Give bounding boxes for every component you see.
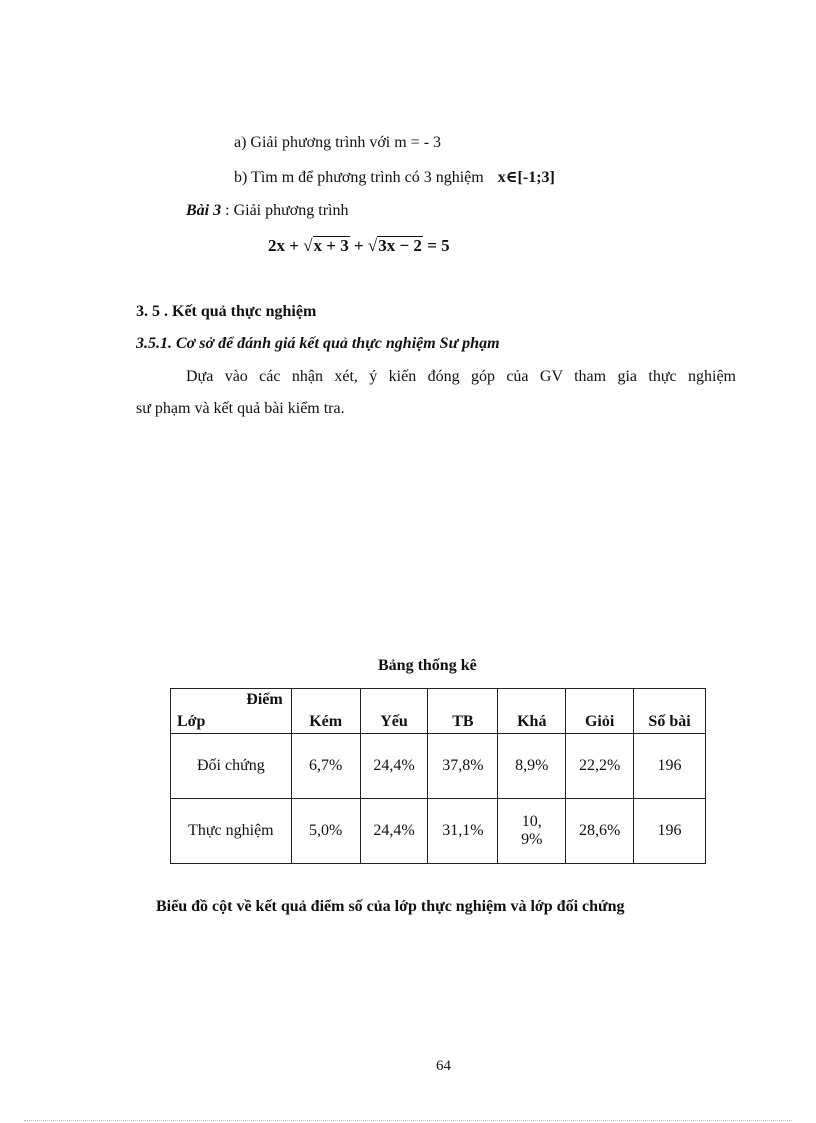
table-cell: 28,6%: [566, 799, 634, 864]
section-subheading: 3.5.1. Cơ sở để đánh giá kết quả thực nghiệm Sư phạm: [136, 335, 500, 352]
table-header-row: [171, 689, 706, 734]
exercise-item-b-text: b) Tìm m để phương trình có 3 nghiệm: [234, 169, 484, 186]
paragraph-line2: sư phạm và kết quả bài kiểm tra.: [136, 400, 345, 417]
header-gioi: Giỏi: [566, 689, 634, 734]
bai3-line: [186, 202, 348, 220]
table-cell: [498, 799, 566, 864]
header-kem: Kém: [291, 689, 360, 734]
table-cell: 22,2%: [566, 734, 634, 799]
header-so-bai: Số bài: [634, 689, 706, 734]
table-row: [171, 734, 706, 799]
paragraph-line1: Dựa vào các nhận xét, ý kiến đóng góp của GV tham gia thực nghiệm: [186, 368, 736, 385]
table-cell: 196: [634, 799, 706, 864]
table-cell: 37,8%: [428, 734, 498, 799]
eq-plus: +: [349, 236, 368, 255]
eq-term1: 2x +: [268, 236, 304, 255]
table-cell: 24,4%: [360, 799, 428, 864]
table-cell: 31,1%: [428, 799, 498, 864]
interval-math: x∈[-1;3]: [497, 169, 555, 186]
table-cell: 24,4%: [360, 734, 428, 799]
row-label: Thực nghiệm: [171, 799, 292, 864]
row-label: Đối chứng: [171, 734, 292, 799]
equation: [268, 236, 450, 256]
exercise-item-a: a) Giải phương trình với m = - 3: [234, 134, 442, 151]
header-yeu: Yếu: [360, 689, 428, 734]
sqrt-sign-icon: √: [303, 236, 313, 255]
corner-header-cell: [171, 689, 292, 734]
table-cell: 8,9%: [498, 734, 566, 799]
section-heading: 3. 5 . Kết quả thực nghiệm: [136, 303, 317, 320]
eq-rhs: = 5: [422, 236, 450, 255]
chart-caption: Biểu đồ cột về kết quả điểm số của lớp thực nghiệm và lớp đối chứng: [156, 898, 625, 915]
cell-line2: 9%: [521, 831, 543, 848]
stats-table: [170, 688, 706, 864]
table-cell: 5,0%: [291, 799, 360, 864]
corner-bottom-label: Lớp: [177, 713, 206, 730]
header-kha: Khá: [498, 689, 566, 734]
corner-top-label: Điểm: [246, 691, 283, 708]
eq-radical1: x + 3: [313, 236, 349, 255]
bai3-text: : Giải phương trình: [221, 202, 349, 219]
exercise-item-b: [234, 167, 555, 187]
page-number: 64: [436, 1058, 451, 1074]
page-bottom-divider: [24, 1120, 792, 1121]
sqrt-sign-icon: √: [367, 236, 378, 255]
eq-radical2: 3x − 2: [378, 236, 422, 255]
header-tb: TB: [428, 689, 498, 734]
table-cell: 6,7%: [291, 734, 360, 799]
table-title: Bảng thống kê: [378, 657, 477, 674]
bai3-label: Bài 3: [186, 202, 222, 219]
table-cell: 196: [634, 734, 706, 799]
table-row: [171, 799, 706, 864]
cell-line1: 10,: [521, 813, 542, 830]
